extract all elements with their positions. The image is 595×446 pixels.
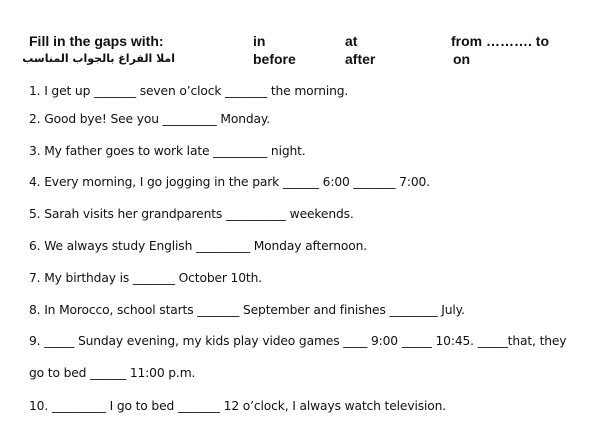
question-1: 1. I get up _______ seven o’clock _______ the morning. bbox=[29, 84, 349, 98]
question-8: 8. In Morocco, school starts _______ September and finishes ________ July. bbox=[29, 303, 465, 317]
question-7: 7. My birthday is _______ October 10th. bbox=[29, 271, 262, 285]
question-9: 9. _____ Sunday evening, my kids play video games ____ 9:00 _____ 10:45. _____that, they bbox=[29, 334, 567, 348]
question-2: 2. Good bye! See you _________ Monday. bbox=[29, 112, 271, 126]
question-9-continued: go to bed ______ 11:00 p.m. bbox=[29, 366, 196, 380]
option-before: before bbox=[253, 51, 296, 67]
option-at: at bbox=[345, 33, 358, 49]
option-in: in bbox=[253, 33, 266, 49]
question-5: 5. Sarah visits her grandparents __________ weekends. bbox=[29, 207, 354, 221]
question-3: 3. My father goes to work late _________ night. bbox=[29, 144, 306, 158]
question-6: 6. We always study English _________ Monday afternoon. bbox=[29, 239, 368, 253]
question-10: 10. _________ I go to bed _______ 12 o’clock, I always watch television. bbox=[29, 399, 447, 413]
arabic-instruction: املا الفراغ بالجواب المناسب bbox=[22, 52, 175, 65]
option-on: on bbox=[453, 51, 471, 67]
option-from-to: from ………. to bbox=[451, 33, 549, 49]
instruction-heading: Fill in the gaps with: bbox=[29, 33, 164, 49]
option-after: after bbox=[345, 51, 376, 67]
question-4: 4. Every morning, I go jogging in the park ______ 6:00 _______ 7:00. bbox=[29, 175, 430, 189]
